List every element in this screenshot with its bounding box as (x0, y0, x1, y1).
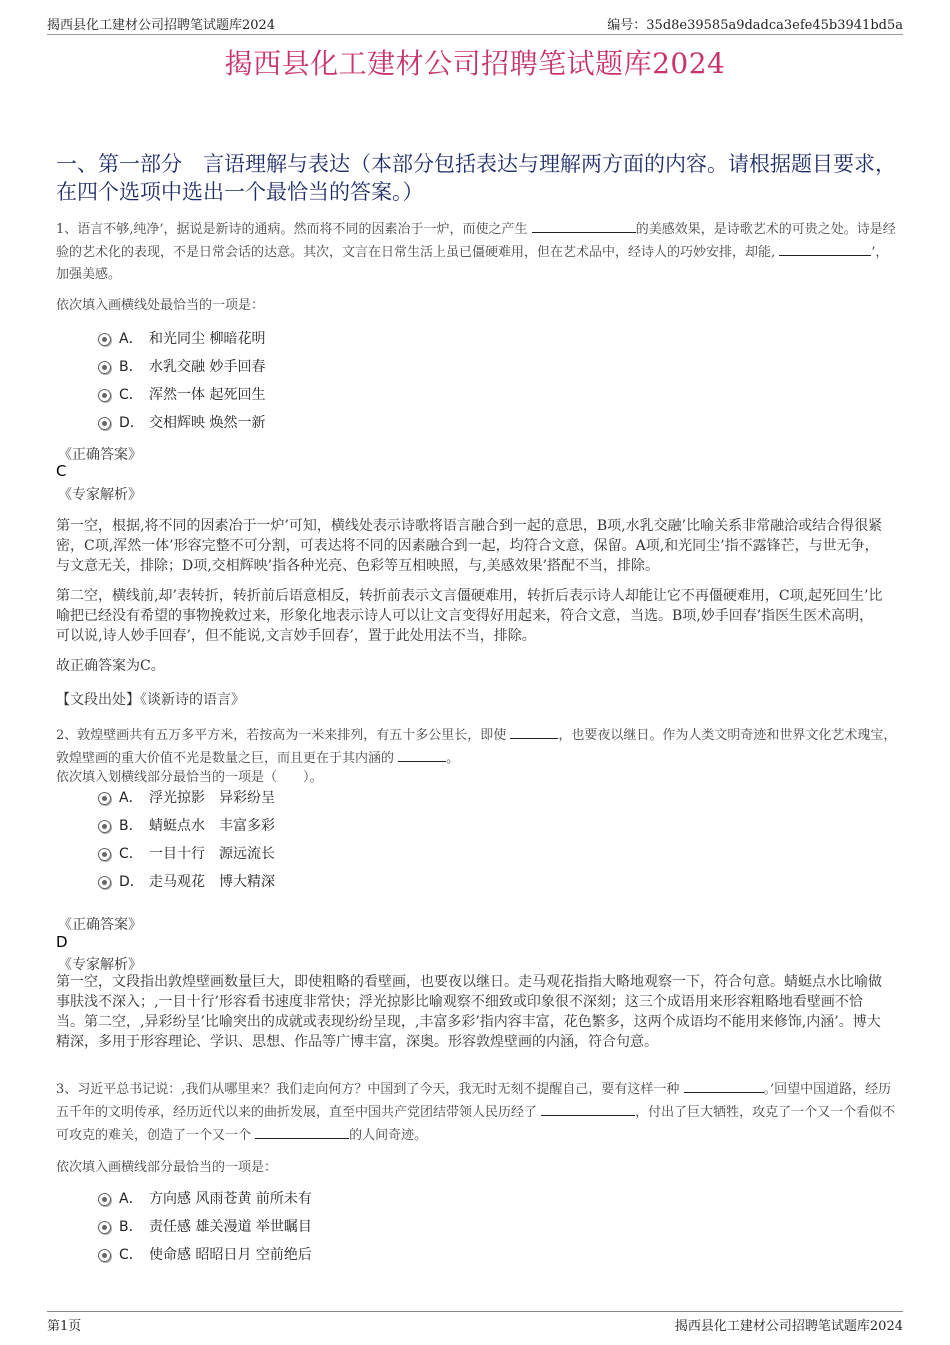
question-3-text (56, 1078, 898, 1147)
q3-blank-1 (684, 1078, 764, 1093)
radio-icon[interactable] (98, 389, 111, 402)
option-letter: C． (119, 1247, 143, 1263)
option-letter: C． (119, 846, 143, 862)
header-doc-id: 编号：35d8e39585a9dadca3efe45b3941bd5a (607, 18, 903, 33)
q3-prompt: 依次填入画横线部分最恰当的一项是： (56, 1160, 278, 1175)
radio-icon[interactable] (98, 1193, 111, 1206)
q2-option-b[interactable] (98, 815, 275, 837)
q1-analysis-1: 第一空，根据‚将不同的因素冶于一炉’可知，横线处表示诗歌将语言融合到一起的意思，B项‚水乳交融’比喻关系非常融洽或结合得很紧密，C项‚浑然一体’形容完整不可分割，可表达将不同的因素融合到一起，均符合文意，保留。A项‚和光同尘’指不露锋芒，与世无争，与文意无关，排除；D项‚交相辉映’指各种光亮、色彩等互相映照，与‚美感效果’搭配不当，排除。 (56, 518, 883, 574)
radio-icon[interactable] (98, 820, 111, 833)
question-2-text (56, 724, 898, 770)
q1-text-c: ’，加强美感。 (56, 245, 889, 282)
radio-icon[interactable] (98, 1249, 111, 1262)
option-text: 浑然一体 起死回生 (149, 387, 266, 403)
q2-analysis-label: 《专家解析》 (58, 957, 142, 973)
radio-icon[interactable] (98, 848, 111, 861)
q2-option-a[interactable] (98, 787, 275, 809)
q1-option-d[interactable] (98, 412, 265, 434)
page-title: 揭西县化工建材公司招聘笔试题库2024 (224, 47, 726, 80)
q1-source: 【文段出处】《谈新诗的语言》 (56, 692, 245, 708)
q1-text-a: 1、语言不够‚纯净’，据说是新诗的通病。然而将不同的因素冶于一炉，而使之产生 (56, 222, 528, 237)
header-doc-title: 揭西县化工建材公司招聘笔试题库2024 (47, 18, 276, 33)
q1-answer: C (56, 462, 67, 480)
option-text: 使命感 昭昭日月 空前绝后 (149, 1247, 312, 1263)
q2-text-c: 。 (446, 751, 460, 766)
radio-icon[interactable] (98, 792, 111, 805)
q1-option-a[interactable] (98, 328, 265, 350)
page-footer (47, 1311, 903, 1334)
q2-analysis: 第一空，文段指出敦煌壁画数量巨大，即使粗略的看壁画，也要夜以继日。走马观花指指大略地观察一下，符合句意。蜻蜓点水比喻做事肤浅不深入；‚一目十行’形容看书速度非常快；浮光掠影比喻观察不细致或印象很不深刻；这三个成语用来形容粗略地看壁画不恰当。第二空，‚异彩纷呈’比喻突出的成就或表现纷纷呈现，‚丰富多彩’指内容丰富，花色繁多，这两个成语均不能用来修饰‚内涵’。博大精深，多用于形容理论、学识、思想、作品等广博丰富，深奥。形容敦煌壁画的内涵，符合句意。 (56, 974, 882, 1050)
q2-answer: D (56, 933, 68, 951)
option-letter: A． (119, 790, 143, 806)
option-letter: C． (119, 387, 143, 403)
option-text: 方向感 风雨苍黄 前所未有 (149, 1191, 312, 1207)
option-text: 一目十行 源远流长 (149, 846, 275, 862)
option-text: 走马观花 博大精深 (149, 874, 275, 890)
q1-blank-1 (532, 218, 636, 233)
radio-icon[interactable] (98, 876, 111, 889)
option-text: 浮光掠影 异彩纷呈 (149, 790, 275, 806)
q3-text-c: ，付出了巨大牺牲，攻克了一个又一个看似不可攻克的难关，创造了一个又一个 (56, 1105, 896, 1143)
q3-blank-3 (255, 1124, 349, 1139)
option-text: 责任感 雄关漫道 举世瞩目 (149, 1219, 312, 1235)
option-text: 水乳交融 妙手回春 (149, 359, 266, 375)
option-letter: A． (119, 1191, 143, 1207)
q3-option-c[interactable] (98, 1244, 312, 1266)
page-number: 第1页 (47, 1319, 82, 1334)
q2-blank-2 (398, 747, 446, 762)
option-letter: B． (119, 818, 143, 834)
q2-prompt: 依次填入划横线部分最恰当的一项是（ ）。 (56, 770, 323, 785)
q2-text-b: ，也要夜以继日。作为人类文明奇迹和世界文化艺术瑰宝，敦煌壁画的重大价值不光是数量之巨，而且更在于其内涵的 (56, 728, 897, 766)
q1-prompt: 依次填入画横线处最恰当的一项是： (56, 298, 265, 313)
q3-option-a[interactable] (98, 1188, 312, 1210)
radio-icon[interactable] (98, 1221, 111, 1234)
q2-answer-label: 《正确答案》 (58, 917, 142, 933)
radio-icon[interactable] (98, 417, 111, 430)
q3-text-d: 的人间奇迹。 (349, 1128, 428, 1143)
option-letter: A． (119, 331, 143, 347)
q3-text-a: 3、习近平总书记说：‚我们从哪里来？我们走向何方？中国到了今天，我无时无刻不提醒自己，要有这样一种 (56, 1082, 680, 1097)
q1-analysis-label: 《专家解析》 (58, 487, 142, 503)
q1-option-c[interactable] (98, 384, 265, 406)
q2-option-d[interactable] (98, 871, 275, 893)
q1-answer-label: 《正确答案》 (58, 447, 142, 463)
q2-blank-1 (510, 724, 558, 739)
q1-blank-2 (779, 241, 871, 256)
radio-icon[interactable] (98, 361, 111, 374)
q2-text-a: 2、敦煌壁画共有五万多平方米，若按高为一米来排列，有五十多公里长，即使 (56, 728, 507, 743)
q3-option-b[interactable] (98, 1216, 312, 1238)
q1-analysis-3: 故正确答案为C。 (56, 658, 165, 674)
q1-text-b: 的美感效果，是诗歌艺术的可贵之处。诗是经验的艺术化的表现，不是日常会话的达意。其次，文言在日常生活上虽已僵硬难用，但在艺术品中，经诗人的巧妙安排，却能‚ (56, 222, 896, 260)
option-letter: D． (119, 874, 144, 890)
option-letter: D． (119, 415, 144, 431)
question-1-text (56, 218, 898, 286)
q1-analysis-2: 第二空，横线前‚却’表转折，转折前后语意相反，转折前表示文言僵硬难用，转折后表示诗人却能让它不再僵硬难用，C项‚起死回生’比喻把已经没有希望的事物挽救过来，形象化地表示诗人可以让文言变得好用起来，符合文意，当选。B项‚妙手回春’指医生医术高明，可以说‚诗人妙手回春’，但不能说‚文言妙手回春’，置于此处用法不当，排除。 (56, 588, 883, 644)
q2-option-c[interactable] (98, 843, 275, 865)
page-header (47, 14, 903, 35)
q1-option-b[interactable] (98, 356, 265, 378)
option-text: 交相辉映 焕然一新 (149, 415, 266, 431)
option-letter: B． (119, 1219, 143, 1235)
radio-icon[interactable] (98, 333, 111, 346)
option-text: 和光同尘 柳暗花明 (149, 331, 266, 347)
option-text: 蜻蜓点水 丰富多彩 (149, 818, 275, 834)
footer-doc-title: 揭西县化工建材公司招聘笔试题库2024 (674, 1319, 903, 1334)
q3-text-b: 。’回望中国道路，经历五千年的文明传承，经历近代以来的曲折发展，直至中国共产党团结带领人民历经了 (56, 1082, 892, 1120)
option-letter: B． (119, 359, 143, 375)
q3-blank-2 (541, 1101, 635, 1116)
section-heading: 一、第一部分 言语理解与表达（本部分包括表达与理解两方面的内容。请根据题目要求，在四个选项中选出一个最恰当的答案。） (56, 152, 896, 204)
